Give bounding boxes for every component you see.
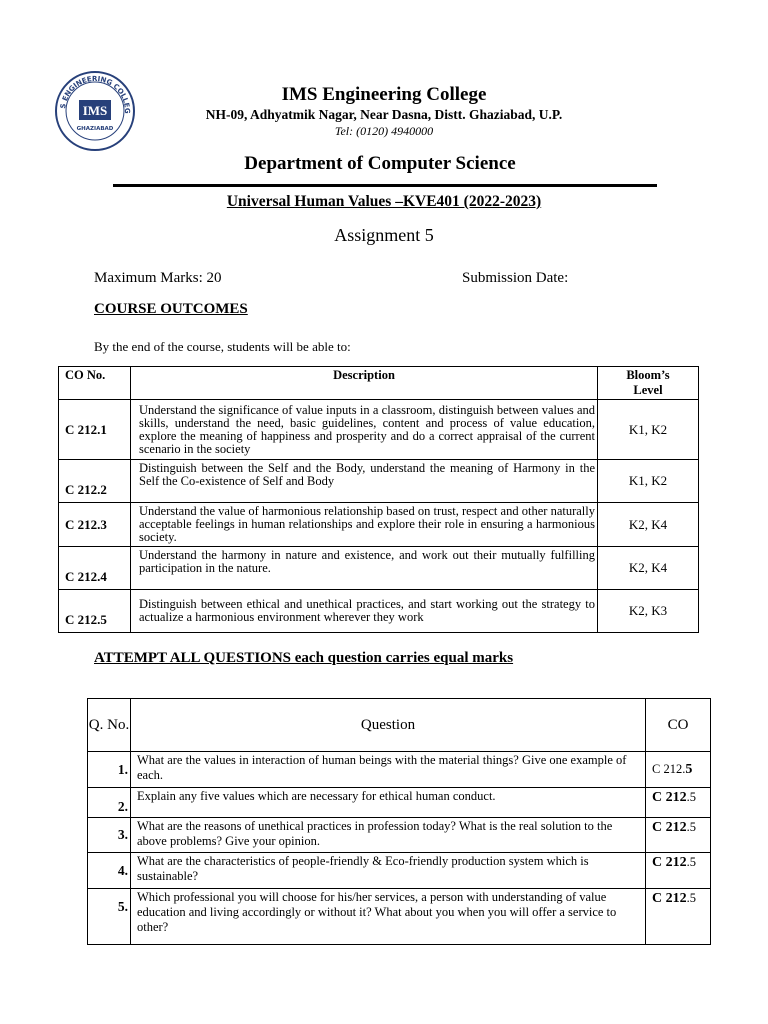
- header-divider: [113, 184, 657, 187]
- table-row: [88, 889, 711, 945]
- assignment-title: Assignment 5: [334, 225, 434, 245]
- question-co-suffix: .5: [686, 891, 696, 905]
- course-outcomes-intro: By the end of the course, students will be able to:: [94, 339, 351, 354]
- blooms-level: K2, K3: [598, 590, 699, 633]
- question-number: 2.: [88, 788, 131, 818]
- logo-city-text: GHAZIABAD: [76, 126, 114, 132]
- question-co-suffix: 5: [685, 761, 693, 777]
- department-title: Department of Computer Science: [244, 153, 516, 174]
- question-number: 1.: [88, 752, 131, 788]
- co-description: Understand the harmony in nature and existence, and work out their mutually fulfilling participation in the nature.: [131, 547, 598, 590]
- question-co-prefix: C 212: [652, 855, 687, 870]
- question-co-prefix: C 212: [652, 891, 687, 906]
- column-header-description: Description: [131, 367, 598, 400]
- question-co: [646, 853, 711, 889]
- column-header-co-no: CO No.: [59, 367, 131, 400]
- co-description: Understand the significance of value inputs in a classroom, distinguish between values and skills, understand the need, basic guidelines, content and process of value education, explore the meaning of happiness and prosperity and do a correct appraisal of the current scenario in the society: [131, 400, 598, 460]
- blooms-level: K1, K2: [598, 460, 699, 503]
- college-name: IMS Engineering College: [281, 84, 487, 105]
- co-number: C 212.1: [59, 400, 131, 460]
- question-text: What are the characteristics of people-friendly & Eco-friendly production system which is sustainable?: [131, 853, 646, 889]
- college-telephone: Tel: (0120) 4940000: [334, 124, 434, 138]
- column-header-question-number: Q. No.: [88, 699, 131, 752]
- question-co-suffix: .5: [686, 790, 696, 804]
- question-text: What are the values in interaction of human beings with the material things? Give one example of each.: [131, 752, 646, 788]
- table-row: [88, 853, 711, 889]
- submission-date: Submission Date:: [462, 270, 569, 286]
- question-co-prefix: C 212: [652, 790, 687, 805]
- question-text: Explain any five values which are necessary for ethical human conduct.: [131, 788, 646, 818]
- questions-table: [87, 698, 711, 945]
- college-address: NH-09, Adhyatmik Nagar, Near Dasna, Distt. Ghaziabad, U.P.: [205, 107, 563, 122]
- question-number: 5.: [88, 889, 131, 945]
- question-co: [646, 752, 711, 788]
- co-number: C 212.4: [59, 547, 131, 590]
- co-number: C 212.3: [59, 503, 131, 547]
- question-number: 3.: [88, 818, 131, 853]
- question-co-suffix: .5: [686, 855, 696, 869]
- table-row: [59, 400, 699, 460]
- column-header-question: Question: [131, 699, 646, 752]
- question-co-suffix: .5: [686, 820, 696, 834]
- questions-heading: ATTEMPT ALL QUESTIONS each question carries equal marks: [94, 650, 514, 666]
- question-number: 4.: [88, 853, 131, 889]
- column-header-co: CO: [646, 699, 711, 752]
- question-text: Which professional you will choose for his/her services, a person with understanding of value education and living accordingly or without it? What about you when you will offer a service to other?: [131, 889, 646, 945]
- co-description: Distinguish between the Self and the Body, understand the meaning of Harmony in the Self the Co-existence of Self and Body: [131, 460, 598, 503]
- table-header-row: [88, 699, 711, 752]
- co-number: C 212.2: [59, 460, 131, 503]
- course-outcomes-table: [58, 366, 699, 633]
- table-row: [88, 818, 711, 853]
- maximum-marks: Maximum Marks: 20: [94, 270, 222, 286]
- table-row: [59, 460, 699, 503]
- question-co: [646, 788, 711, 818]
- table-row: [88, 752, 711, 788]
- question-co-prefix: C 212: [652, 820, 687, 835]
- question-text: What are the reasons of unethical practices in profession today? What is the real solution to the above problems? Give your opinion.: [131, 818, 646, 853]
- table-row: [88, 788, 711, 818]
- co-description: Understand the value of harmonious relationship based on trust, respect and other naturally acceptable feelings in human relationships and explore their role in ensuring a harmonious society.: [131, 503, 598, 547]
- question-co: [646, 818, 711, 853]
- co-number: C 212.5: [59, 590, 131, 633]
- logo-arc-text: S ENGINEERING COLLEG: [59, 74, 132, 114]
- blooms-level: K1, K2: [598, 400, 699, 460]
- question-co-prefix: C 212.: [652, 761, 686, 776]
- table-row: [59, 503, 699, 547]
- co-description: Distinguish between ethical and unethical practices, and start working out the strategy to actualize a harmonious environment wherever they work: [131, 590, 598, 633]
- table-row: [59, 547, 699, 590]
- table-row: [59, 590, 699, 633]
- column-header-blooms-level: Bloom’s Level: [598, 367, 699, 400]
- logo-monogram: IMS: [82, 103, 108, 118]
- question-co: [646, 889, 711, 945]
- blooms-level: K2, K4: [598, 547, 699, 590]
- subject-title: Universal Human Values –KVE401 (2022-2023): [226, 193, 542, 210]
- course-outcomes-heading: COURSE OUTCOMES: [94, 301, 248, 317]
- table-header-row: [59, 367, 699, 400]
- blooms-level: K2, K4: [598, 503, 699, 547]
